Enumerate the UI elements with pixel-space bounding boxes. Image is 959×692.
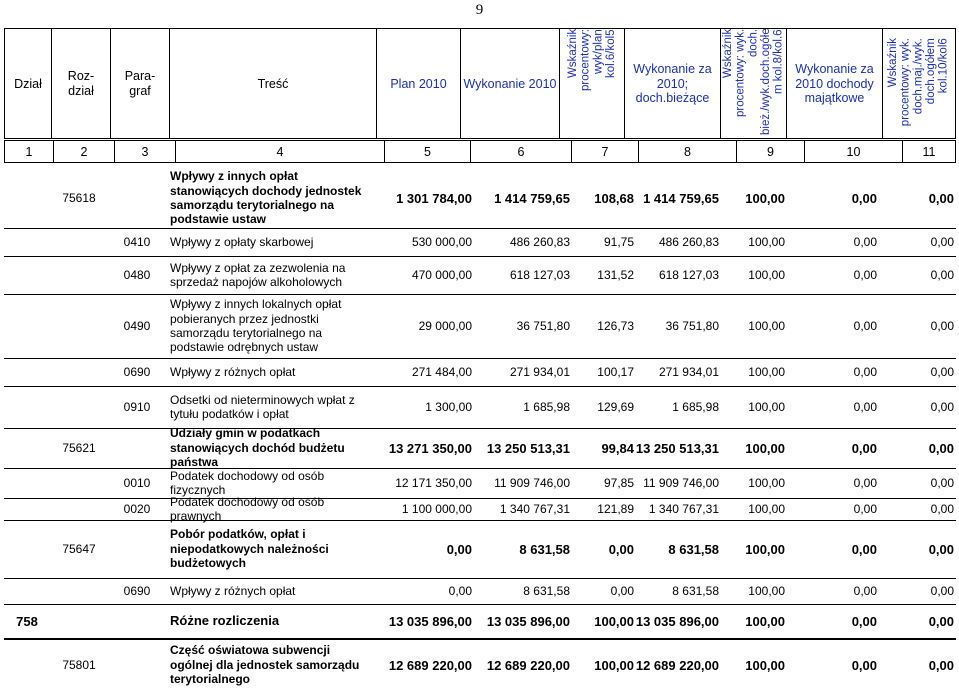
cell-biezace: 486 260,83 — [658, 235, 719, 249]
cell-majatkowe: 0,00 — [851, 657, 877, 673]
cell-w1: 0,00 — [610, 584, 634, 598]
cell-tresc: Wpływy z innych lokalnych opłat pobieranych przez jednostki samorządu terytorialnego na podstawie odrębnych ustaw — [170, 297, 342, 355]
cell-plan: 470 000,00 — [411, 268, 472, 282]
cell-majatkowe: 0,00 — [853, 400, 877, 414]
cell-majatkowe: 0,00 — [853, 502, 877, 516]
column-number-row — [4, 140, 956, 163]
cell-wykonanie: 11 909 746,00 — [494, 476, 570, 490]
cell-w2: 100,00 — [748, 476, 785, 490]
cell-majatkowe: 0,00 — [853, 319, 877, 333]
col-number: 11 — [903, 141, 956, 163]
cell-biezace: 8 631,58 — [672, 584, 719, 598]
row-separator — [4, 386, 956, 387]
cell-paragraf: 0020 — [123, 502, 151, 516]
cell-majatkowe: 0,00 — [851, 190, 877, 206]
header-wyk-majatkowe: Wykonanie za 2010 dochody majątkowe — [787, 29, 883, 139]
cell-biezace: 11 909 746,00 — [643, 476, 719, 490]
cell-tresc: Wpływy z opłaty skarbowej — [170, 234, 314, 249]
cell-w1: 108,68 — [594, 190, 634, 206]
cell-tresc: Wpływy z innych opłat stanowiących dochody jednostek samorządu terytorialnego na podstawie ustaw — [170, 169, 362, 227]
col-number: 2 — [54, 141, 115, 163]
cell-tresc: Podatek dochodowy od osób fizycznych — [170, 468, 325, 497]
cell-tresc: Część oświatowa subwencji ogólnej dla jednostek samorządu terytorialnego — [170, 643, 360, 687]
header-wskaznik-3: Wskaźnik procentowy: wyk. doch.maj./wyk. doch.ogółem kol.10/kol6 — [887, 37, 950, 127]
cell-w2: 100,00 — [748, 502, 785, 516]
table-row — [4, 168, 956, 228]
col-number: 3 — [115, 141, 176, 163]
row-separator — [4, 468, 956, 469]
table-row — [4, 294, 956, 358]
cell-majatkowe: 0,00 — [853, 584, 877, 598]
row-separator — [4, 520, 956, 521]
cell-majatkowe: 0,00 — [853, 476, 877, 490]
cell-w1: 100,00 — [594, 657, 634, 673]
cell-w1: 126,73 — [597, 319, 634, 333]
cell-wykonanie: 8 631,58 — [523, 584, 570, 598]
cell-tresc: Podatek dochodowy od osób prawnych — [170, 494, 325, 523]
cell-w3: 0,00 — [930, 319, 954, 333]
cell-w3: 0,00 — [930, 268, 954, 282]
cell-w2: 100,00 — [745, 190, 785, 206]
row-separator — [4, 428, 956, 429]
cell-w2: 100,00 — [745, 440, 785, 456]
col-number: 5 — [385, 141, 471, 163]
cell-w2: 100,00 — [748, 400, 785, 414]
cell-wykonanie: 271 934,01 — [509, 365, 570, 379]
cell-w1: 97,85 — [603, 476, 634, 490]
cell-w3: 0,00 — [930, 365, 954, 379]
cell-paragraf: 0690 — [123, 365, 151, 379]
cell-tresc: Wpływy z opłat za zezwolenia na sprzedaż napojów alkoholowych — [170, 260, 346, 289]
cell-w1: 121,89 — [597, 502, 634, 516]
cell-w1: 129,69 — [597, 400, 634, 414]
cell-w2: 100,00 — [745, 613, 785, 629]
col-number: 4 — [176, 141, 385, 163]
cell-rozdzial: 75618 — [62, 191, 96, 205]
row-separator — [4, 294, 956, 295]
cell-biezace: 1 685,98 — [672, 400, 719, 414]
cell-plan: 1 100 000,00 — [401, 502, 472, 516]
cell-w2: 100,00 — [748, 319, 785, 333]
header-plan: Plan 2010 — [377, 29, 461, 139]
cell-tresc: Udziały gmin w podatkach stanowiących dochód budżetu państwa — [170, 426, 345, 470]
cell-w3: 0,00 — [928, 541, 954, 557]
col-number: 8 — [639, 141, 737, 163]
cell-wykonanie: 486 260,83 — [509, 235, 570, 249]
cell-majatkowe: 0,00 — [851, 440, 877, 456]
cell-w2: 100,00 — [745, 657, 785, 673]
cell-biezace: 36 751,80 — [665, 319, 719, 333]
cell-w3: 0,00 — [928, 613, 954, 629]
cell-plan: 29 000,00 — [418, 319, 472, 333]
cell-rozdzial: 75801 — [62, 658, 96, 672]
row-separator — [4, 498, 956, 499]
cell-rozdzial: 75621 — [62, 441, 96, 455]
cell-tresc: Pobór podatków, opłat i niepodatkowych należności budżetowych — [170, 527, 329, 571]
cell-plan: 13 035 896,00 — [388, 613, 472, 629]
cell-plan: 271 484,00 — [411, 365, 472, 379]
cell-wykonanie: 13 035 896,00 — [486, 613, 570, 629]
cell-paragraf: 0010 — [123, 476, 151, 490]
row-separator — [4, 256, 956, 257]
cell-w3: 0,00 — [928, 190, 954, 206]
cell-majatkowe: 0,00 — [853, 268, 877, 282]
table-row — [4, 494, 956, 523]
cell-w2: 100,00 — [748, 584, 785, 598]
cell-biezace: 618 127,03 — [658, 268, 719, 282]
cell-paragraf: 0410 — [123, 235, 151, 249]
table-row — [4, 386, 956, 428]
table-row — [4, 228, 956, 256]
cell-w1: 99,84 — [601, 440, 634, 456]
cell-tresc: Odsetki od nieterminowych wpłat z tytułu podatków i opłat — [170, 392, 355, 421]
cell-w3: 0,00 — [928, 657, 954, 673]
cell-paragraf: 0480 — [123, 268, 151, 282]
cell-w3: 0,00 — [928, 440, 954, 456]
cell-plan: 1 301 784,00 — [396, 190, 472, 206]
header-wskaznik-1: Wskaźnik procentowy: wyk/plan kol.6/kol5 — [566, 29, 617, 92]
cell-w3: 0,00 — [930, 476, 954, 490]
header-rozdzial: Roz- dział — [52, 29, 111, 139]
cell-majatkowe: 0,00 — [853, 365, 877, 379]
cell-paragraf: 0910 — [123, 400, 151, 414]
row-separator — [4, 228, 956, 229]
row-separator — [4, 578, 956, 579]
table-row — [4, 638, 956, 692]
cell-wykonanie: 618 127,03 — [509, 268, 570, 282]
col-number: 1 — [5, 141, 54, 163]
cell-plan: 0,00 — [446, 541, 472, 557]
cell-w1: 100,17 — [597, 365, 634, 379]
cell-plan: 12 171 350,00 — [395, 476, 472, 490]
cell-paragraf: 0690 — [123, 584, 151, 598]
cell-w2: 100,00 — [745, 541, 785, 557]
cell-biezace: 1 414 759,65 — [643, 190, 719, 206]
col-number: 7 — [572, 141, 639, 163]
cell-biezace: 13 250 513,31 — [635, 440, 719, 456]
cell-biezace: 271 934,01 — [658, 365, 719, 379]
header-paragraf: Para- graf — [111, 29, 170, 139]
cell-wykonanie: 8 631,58 — [519, 541, 570, 557]
header-tresc: Treść — [170, 29, 377, 139]
table-row — [4, 468, 956, 498]
cell-wykonanie: 13 250 513,31 — [486, 440, 570, 456]
cell-wykonanie: 1 414 759,65 — [494, 190, 570, 206]
table-header — [4, 28, 956, 139]
table-row — [4, 604, 956, 638]
cell-wykonanie: 1 340 767,31 — [499, 502, 570, 516]
cell-biezace: 1 340 767,31 — [648, 502, 719, 516]
cell-w3: 0,00 — [930, 235, 954, 249]
cell-plan: 12 689 220,00 — [388, 657, 472, 673]
section-separator — [4, 638, 956, 640]
col-number: 10 — [805, 141, 903, 163]
cell-w2: 100,00 — [748, 268, 785, 282]
cell-plan: 13 271 350,00 — [388, 440, 472, 456]
col-number: 9 — [737, 141, 805, 163]
cell-dzial: 758 — [16, 613, 38, 629]
cell-biezace: 8 631,58 — [668, 541, 719, 557]
cell-w3: 0,00 — [930, 584, 954, 598]
cell-plan: 0,00 — [448, 584, 472, 598]
row-separator — [4, 358, 956, 359]
table-row — [4, 578, 956, 604]
cell-paragraf: 0490 — [123, 319, 151, 333]
cell-plan: 530 000,00 — [411, 235, 472, 249]
cell-w1: 131,52 — [597, 268, 634, 282]
table-row — [4, 428, 956, 468]
cell-w1: 91,75 — [603, 235, 634, 249]
cell-wykonanie: 1 685,98 — [523, 400, 570, 414]
cell-w3: 0,00 — [930, 502, 954, 516]
cell-w1: 0,00 — [608, 541, 634, 557]
cell-w2: 100,00 — [748, 365, 785, 379]
cell-majatkowe: 0,00 — [851, 541, 877, 557]
col-number: 6 — [471, 141, 572, 163]
cell-tresc: Wpływy z różnych opłat — [170, 364, 296, 379]
header-wykonanie: Wykonanie 2010 — [461, 29, 560, 139]
cell-biezace: 12 689 220,00 — [635, 657, 719, 673]
cell-w2: 100,00 — [748, 235, 785, 249]
row-separator — [4, 604, 956, 605]
cell-w3: 0,00 — [930, 400, 954, 414]
table-row — [4, 256, 956, 294]
cell-plan: 1 300,00 — [425, 400, 472, 414]
cell-majatkowe: 0,00 — [851, 613, 877, 629]
table-row — [4, 520, 956, 578]
cell-wykonanie: 36 751,80 — [516, 319, 570, 333]
header-dzial: Dział — [5, 29, 52, 139]
header-wyk-biezace: Wykonanie za 2010; doch.bieżące — [625, 29, 721, 139]
cell-wykonanie: 12 689 220,00 — [486, 657, 570, 673]
cell-w1: 100,00 — [594, 613, 634, 629]
cell-tresc: Różne rozliczenia — [170, 613, 280, 629]
header-wskaznik-2: Wskaźnik procentowy: wyk. doch. bież./wyk.doch.ogółe m kol.8/kol.6 — [721, 28, 785, 135]
table-row — [4, 358, 956, 386]
cell-majatkowe: 0,00 — [853, 235, 877, 249]
cell-rozdzial: 75647 — [62, 542, 96, 556]
cell-biezace: 13 035 896,00 — [635, 613, 719, 629]
cell-tresc: Wpływy z różnych opłat — [170, 583, 296, 598]
page-number: 9 — [475, 2, 484, 18]
